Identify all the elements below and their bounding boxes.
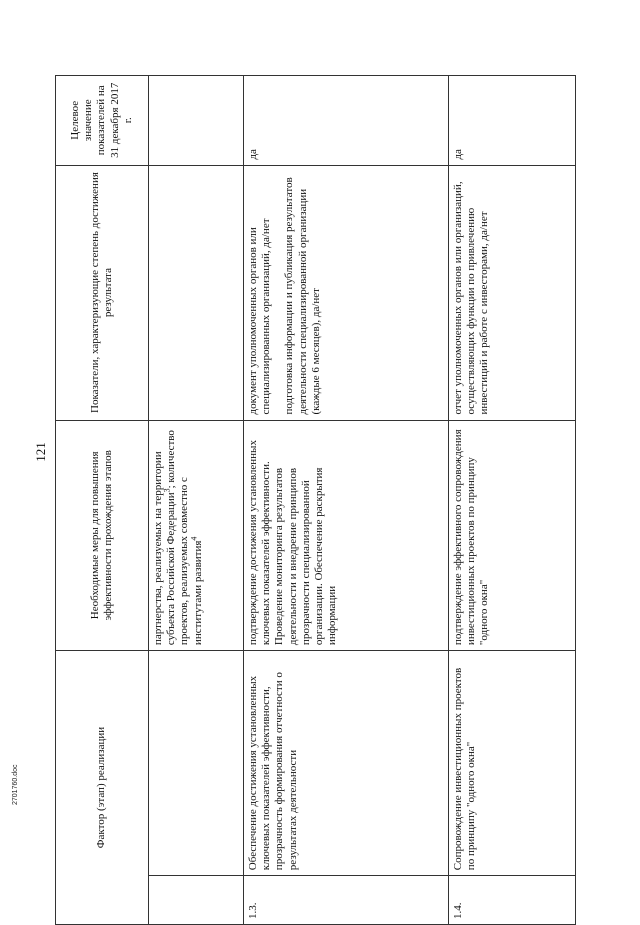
row-indicators — [244, 165, 449, 420]
header-target: Целевое значение показателей на 31 декабря 2017 г. — [56, 76, 149, 166]
table-row — [244, 76, 449, 925]
row-target: да — [449, 76, 576, 166]
measures-text-part2: ; количество проектов, реализуемых совместно с институтами развития — [165, 430, 204, 646]
table-row — [449, 76, 576, 925]
header-measures: Необходимые меры для повышения эффективности прохождения этапов — [56, 420, 149, 651]
row-number: 1.4. — [449, 876, 576, 925]
document-file-code: 2701760.doc — [12, 764, 19, 805]
indicator-text: подготовка информации и публикация результатов деятельности специализированной организации (каждые 6 месяцев), да/нет — [283, 177, 322, 415]
header-indicators: Показатели, характеризующие степень достижения результата — [56, 165, 149, 420]
row-measures: подтверждение эффективного сопровождения инвестиционных проектов по принципу "одного окна" — [449, 420, 576, 651]
indicator-text: документ уполномоченных органов или специализированных организаций, да/нет — [247, 218, 273, 415]
footnote-mark-4: 4 — [188, 536, 198, 541]
table-header-row — [56, 76, 149, 925]
measures-text-part1: партнерства, реализуемых на территории субъекта Российской Федерации — [152, 451, 178, 646]
cell-factor-empty — [149, 651, 244, 876]
page-number: 121 — [33, 442, 48, 462]
indicator-text: отчет уполномоченных органов или организаций, осуществляющих функции по привлечению инвестиций и работе с инвесторами, да/нет — [452, 181, 491, 415]
cell-indicators-empty — [149, 165, 244, 420]
cell-measures-continuation — [149, 420, 244, 651]
footnote-mark-3: 3 — [162, 488, 172, 493]
rotated-table-area — [55, 75, 575, 925]
cell-target-empty — [149, 76, 244, 166]
table-row-continuation — [149, 76, 244, 925]
indicator-gap — [273, 171, 283, 415]
row-factor: Сопровождение инвестиционных проектов по принципу "одного окна" — [449, 651, 576, 876]
row-indicators — [449, 165, 576, 420]
indicators-table — [55, 75, 576, 925]
row-number: 1.3. — [244, 876, 449, 925]
cell-num-empty — [149, 876, 244, 925]
row-measures: подтверждение достижения установленных ключевых показателей эффективности. Проведение мониторинга результатов деятельности и внедрение принципов прозрачности специализированной организации. Обеспечение раскрытия информации — [244, 420, 449, 651]
header-factor: Фактор (этап) реализации — [56, 651, 149, 925]
row-factor: Обеспечение достижения установленных ключевых показателей эффективности, прозрачность формирования отчетности о результатах деятельности — [244, 651, 449, 876]
row-target: да — [244, 76, 449, 166]
